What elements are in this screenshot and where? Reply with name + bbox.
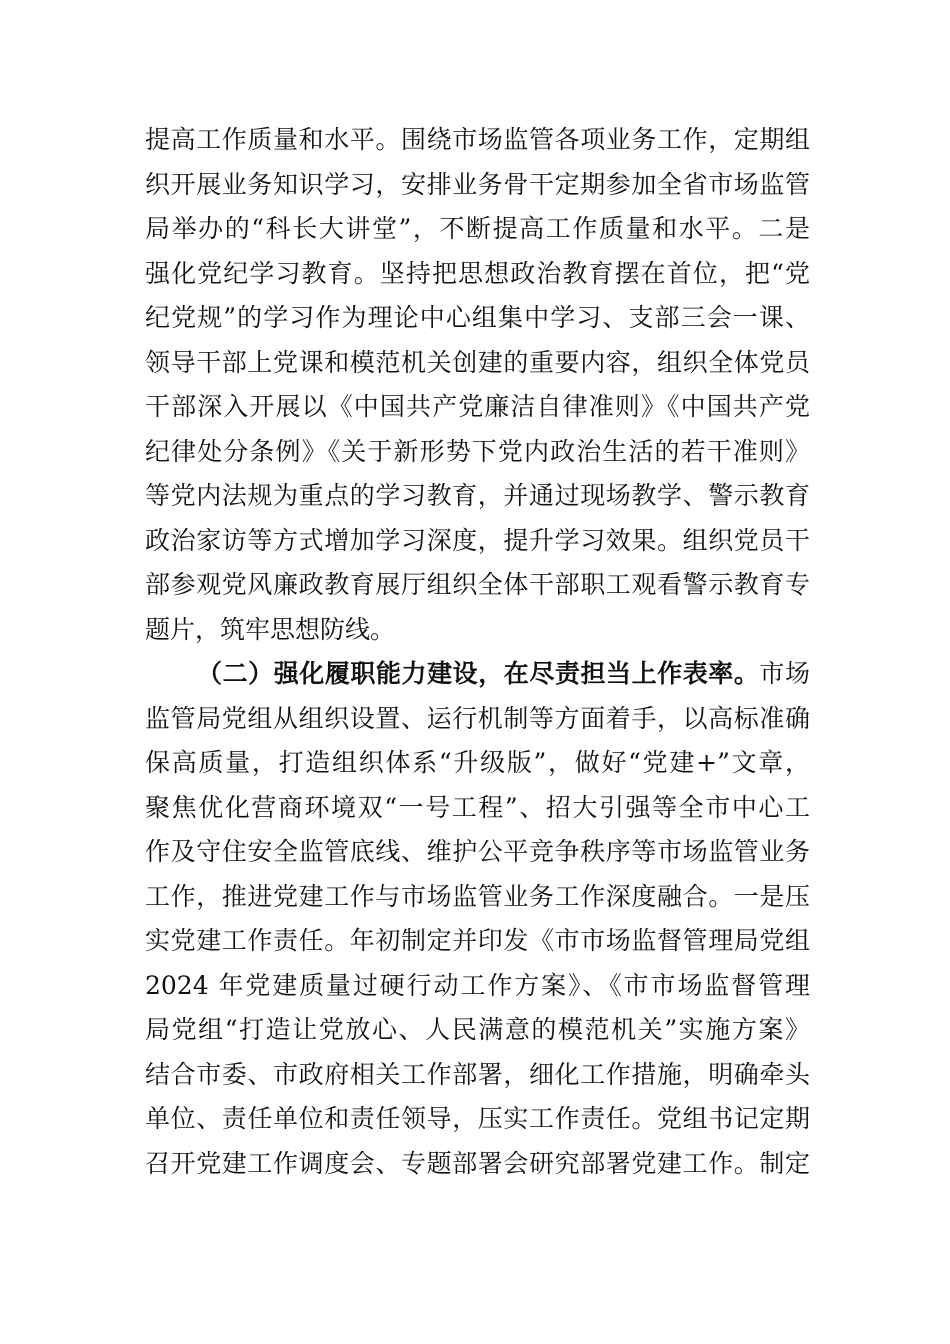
paragraph-line: 召开党建工作调度会、专题部署会研究部署党建工作。制定	[145, 1148, 810, 1178]
paragraph-line: 局党组“打造让党放心、人民满意的模范机关”实施方案》	[145, 1015, 810, 1044]
body-text	[145, 118, 810, 1186]
paragraph-line: 局举办的“科长大讲堂”，不断提高工作质量和水平。二是	[145, 214, 810, 243]
paragraph-line: 织开展业务知识学习，安排业务骨干定期参加全省市场监管	[145, 169, 810, 199]
paragraph-line: 纪党规”的学习作为理论中心组集中学习、支部三会一课、	[145, 303, 810, 332]
paragraph-line: 题片，筑牢思想防线。	[145, 614, 396, 644]
section-heading: （二）强化履职能力建设，在尽责担当上作表率。	[197, 659, 760, 688]
paragraph-line: 2024 年党建质量过硬行动工作方案》、《市市场监督管理	[145, 970, 810, 1000]
paragraph-line: 强化党纪学习教育。坚持把思想政治教育摆在首位，把“党	[145, 258, 810, 288]
paragraph-line: 干部深入开展以《中国共产党廉洁自律准则》《中国共产党	[145, 392, 810, 421]
paragraph-line: 结合市委、市政府相关工作部署，细化工作措施，明确牵头	[145, 1059, 810, 1089]
paragraph-line: 政治家访等方式增加学习深度，提升学习效果。组织党员干	[145, 525, 810, 555]
paragraph-text: 市场	[759, 659, 810, 688]
paragraph-line: 保高质量，打造组织体系“升级版”，做好“党建+”文章，	[145, 748, 810, 777]
section-heading-line	[145, 652, 810, 697]
paragraph-line: 作及守住安全监管底线、维护公平竞争秩序等市场监管业务	[145, 837, 810, 866]
paragraph-line: 提高工作质量和水平。围绕市场监管各项业务工作，定期组	[145, 125, 810, 154]
paragraph-line: 聚焦优化营商环境双“一号工程”、招大引强等全市中心工	[145, 792, 810, 822]
paragraph-line: 单位、责任单位和责任领导，压实工作责任。党组书记定期	[145, 1104, 810, 1133]
paragraph-line: 部参观党风廉政教育展厅组织全体干部职工观看警示教育专	[145, 570, 810, 599]
paragraph-line: 纪律处分条例》《关于新形势下党内政治生活的若干准则》	[145, 436, 810, 466]
paragraph-line: 等党内法规为重点的学习教育，并通过现场教学、警示教育	[145, 481, 810, 510]
paragraph-line: 领导干部上党课和模范机关创建的重要内容，组织全体党员	[145, 347, 810, 377]
paragraph-line: 实党建工作责任。年初制定并印发《市市场监督管理局党组	[145, 926, 810, 955]
paragraph-line: 监管局党组从组织设置、运行机制等方面着手，以高标准确	[145, 703, 810, 733]
paragraph-line: 工作，推进党建工作与市场监管业务工作深度融合。一是压	[145, 881, 810, 911]
